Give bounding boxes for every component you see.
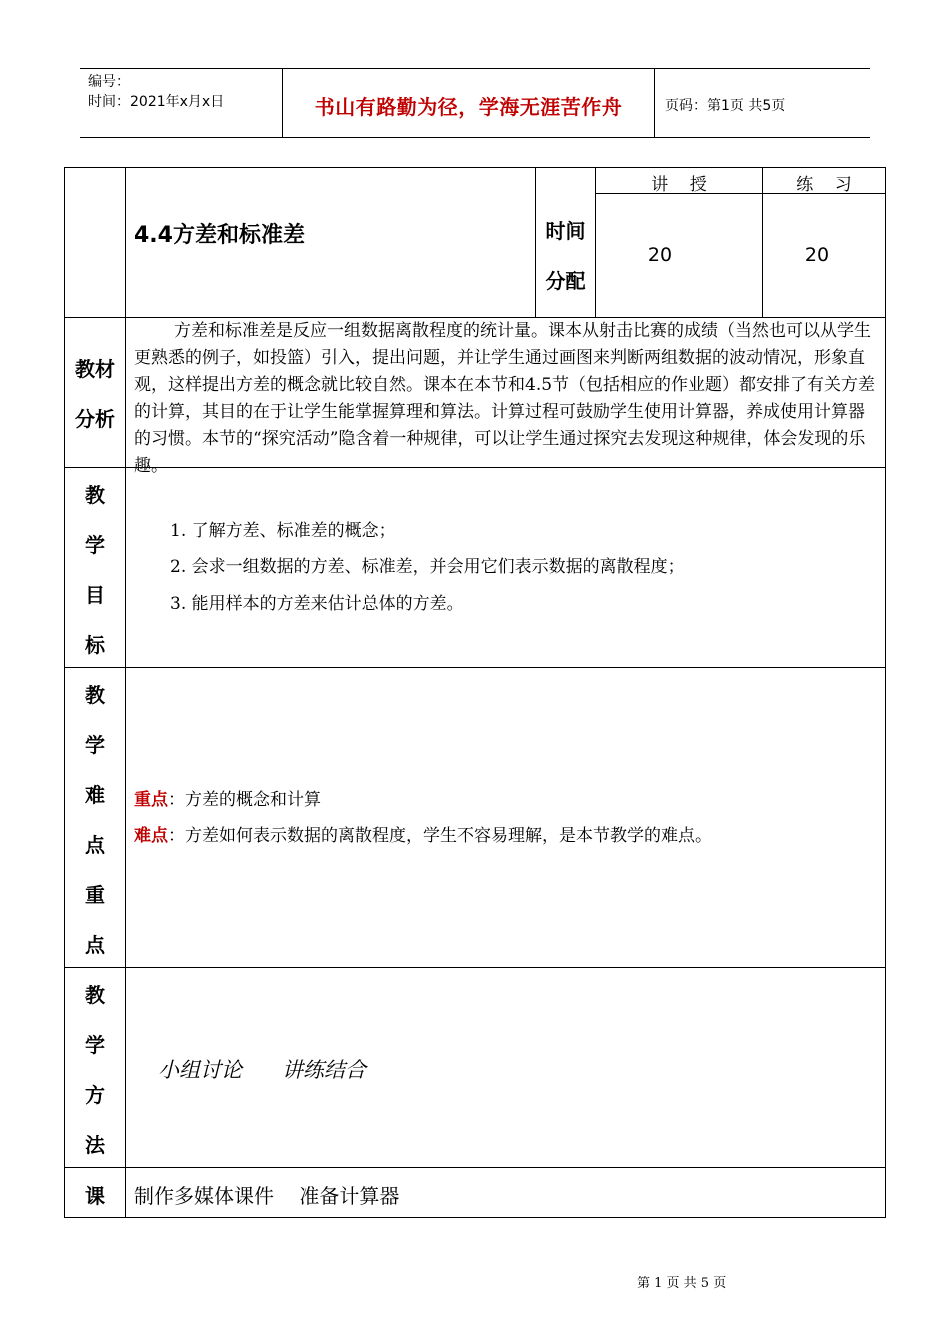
header-center-cell (283, 69, 655, 137)
keypoints-label: 教 学 难 点 重 点 (85, 683, 105, 957)
focus-line (134, 785, 321, 810)
analysis-text: 方差和标准差是反应一组数据离散程度的统计量。课本从射击比赛的成绩（当然也可以从学生更熟悉的例子，如投篮）引入，提出问题，并让学生通过画图来判断两组数据的波动情况，形象直观，这样提出方差的概念就比较自然。课本在本节和4.5节（包括相应的作业题）都安排了有关方差的计算，其目的在于让学生能掌握算理和算法。计算过程可鼓励学生使用计算器，养成使用计算器的习惯。本节的“探究活动”隐含着一种规律，可以让学生通过探究去发现这种规律，体会发现的乐趣。 (134, 321, 876, 476)
goal-item: 2. 会求一组数据的方差、标准差，并会用它们表示数据的离散程度； (170, 557, 685, 577)
time-alloc-label: 时间 分配 (545, 219, 586, 293)
date-label: 时间：2021年x月x日 (88, 94, 225, 110)
goals-label: 教 学 目 标 (85, 483, 105, 657)
page-info: 页码：第1页 共5页 (665, 98, 786, 114)
focus-text: ：方差的概念和计算 (168, 790, 321, 810)
difficulty-line (134, 821, 712, 846)
page-footer: 第 1 页 共 5 页 (637, 1276, 727, 1291)
methods-text: 小组讨论 讲练结合 (158, 1058, 367, 1082)
difficulty-label: 难点 (134, 826, 168, 846)
motto: 书山有路勤为径，学海无涯苦作舟 (314, 95, 623, 119)
header-left-cell (80, 69, 283, 137)
goal-item: 1. 了解方差、标准差的概念； (170, 521, 396, 541)
keypoints-cell (125, 667, 886, 968)
number-label: 编号： (88, 74, 130, 90)
lecture-label: 讲 授 (651, 175, 707, 195)
goal-item: 3. 能用样本的方差来估计总体的方差。 (170, 594, 464, 614)
prep-text: 制作多媒体课件 准备计算器 (134, 1184, 400, 1208)
header-right-cell (655, 69, 870, 137)
blank-label-cell (64, 167, 126, 318)
methods-label: 教 学 方 法 (85, 983, 105, 1157)
prep-label: 课 (85, 1184, 105, 1208)
practice-label: 练 习 (796, 175, 852, 195)
focus-label: 重点 (134, 790, 168, 810)
difficulty-text: ：方差如何表示数据的离散程度，学生不容易理解，是本节教学的难点。 (168, 826, 712, 846)
analysis-label: 教材 分析 (75, 357, 115, 431)
practice-minutes: 20 (804, 244, 830, 266)
lesson-title: 4.4方差和标准差 (134, 223, 305, 248)
page-header (80, 68, 870, 138)
lecture-minutes: 20 (647, 244, 673, 266)
